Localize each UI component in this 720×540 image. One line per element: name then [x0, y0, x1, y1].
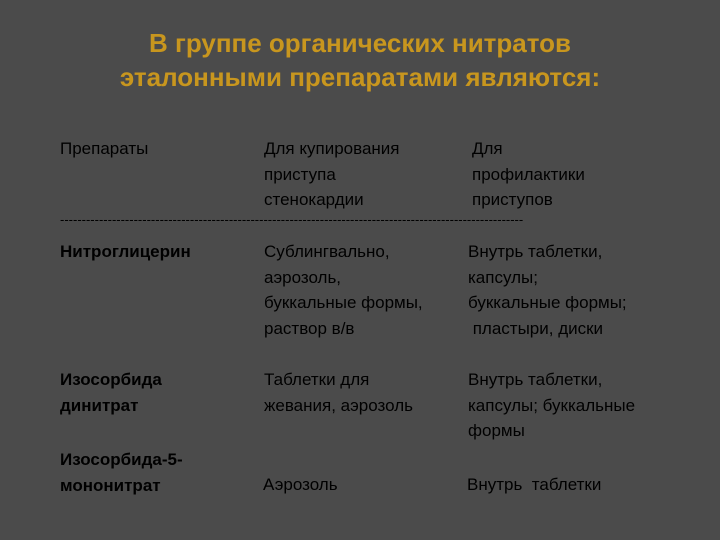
header-relief-line: Для купирования	[264, 139, 400, 158]
drug-name-line: мононитрат	[60, 475, 161, 495]
header-drugs-label: Препараты	[60, 139, 149, 158]
header-prevention-line: Для	[472, 139, 503, 158]
header-prevention	[472, 136, 585, 213]
relief-nitroglycerin	[264, 239, 423, 341]
prevention-line: формы	[468, 421, 525, 440]
header-prevention-line: профилактики	[472, 164, 585, 184]
relief-line: жевания, аэрозоль	[264, 395, 413, 415]
header-prevention-line: приступов	[472, 190, 553, 209]
title-line-1: В группе органических нитратов	[148, 28, 572, 58]
drug-isosorbide-mononitrate	[60, 447, 183, 498]
drug-nitroglycerin	[60, 239, 191, 265]
slide-title	[0, 26, 720, 94]
drug-name-line: динитрат	[60, 395, 139, 415]
relief-line: раствор в/в	[264, 318, 355, 338]
prevention-nitroglycerin	[468, 239, 627, 341]
header-relief-line: стенокардии	[264, 190, 364, 209]
relief-line: Сублингвально,	[264, 242, 390, 261]
relief-line: аэрозоль,	[264, 267, 342, 287]
prevention-line: капсулы; буккальные	[468, 395, 636, 415]
prevention-line: Внутрь таблетки,	[468, 242, 603, 261]
header-drugs	[60, 136, 148, 162]
prevention-line: пластыри, диски	[468, 318, 604, 338]
drug-isosorbide-dinitrate	[60, 367, 162, 418]
relief-line: буккальные формы,	[264, 293, 423, 312]
drug-name-line: Изосорбида	[60, 370, 162, 389]
header-relief-line: приступа	[264, 164, 336, 184]
relief-line: Таблетки для	[264, 370, 370, 389]
prevention-isosorbide-mononitrate	[467, 472, 601, 498]
prevention-line: Внутрь таблетки	[467, 475, 602, 494]
relief-line: Аэрозоль	[263, 475, 338, 494]
prevention-line: буккальные формы;	[468, 293, 627, 312]
drug-name-line: Изосорбида-5-	[60, 450, 183, 469]
relief-isosorbide-dinitrate	[264, 367, 413, 418]
dashed-divider: -----------------------------------------------------------------------------------------------------------	[60, 213, 524, 227]
prevention-isosorbide-dinitrate	[468, 367, 635, 444]
prevention-line: капсулы;	[468, 267, 538, 287]
header-relief	[264, 136, 400, 213]
title-line-2: эталонными препаратами являются:	[119, 62, 601, 92]
prevention-line: Внутрь таблетки,	[468, 370, 603, 389]
relief-isosorbide-mononitrate	[263, 472, 338, 498]
drug-name-line: Нитроглицерин	[60, 242, 191, 261]
